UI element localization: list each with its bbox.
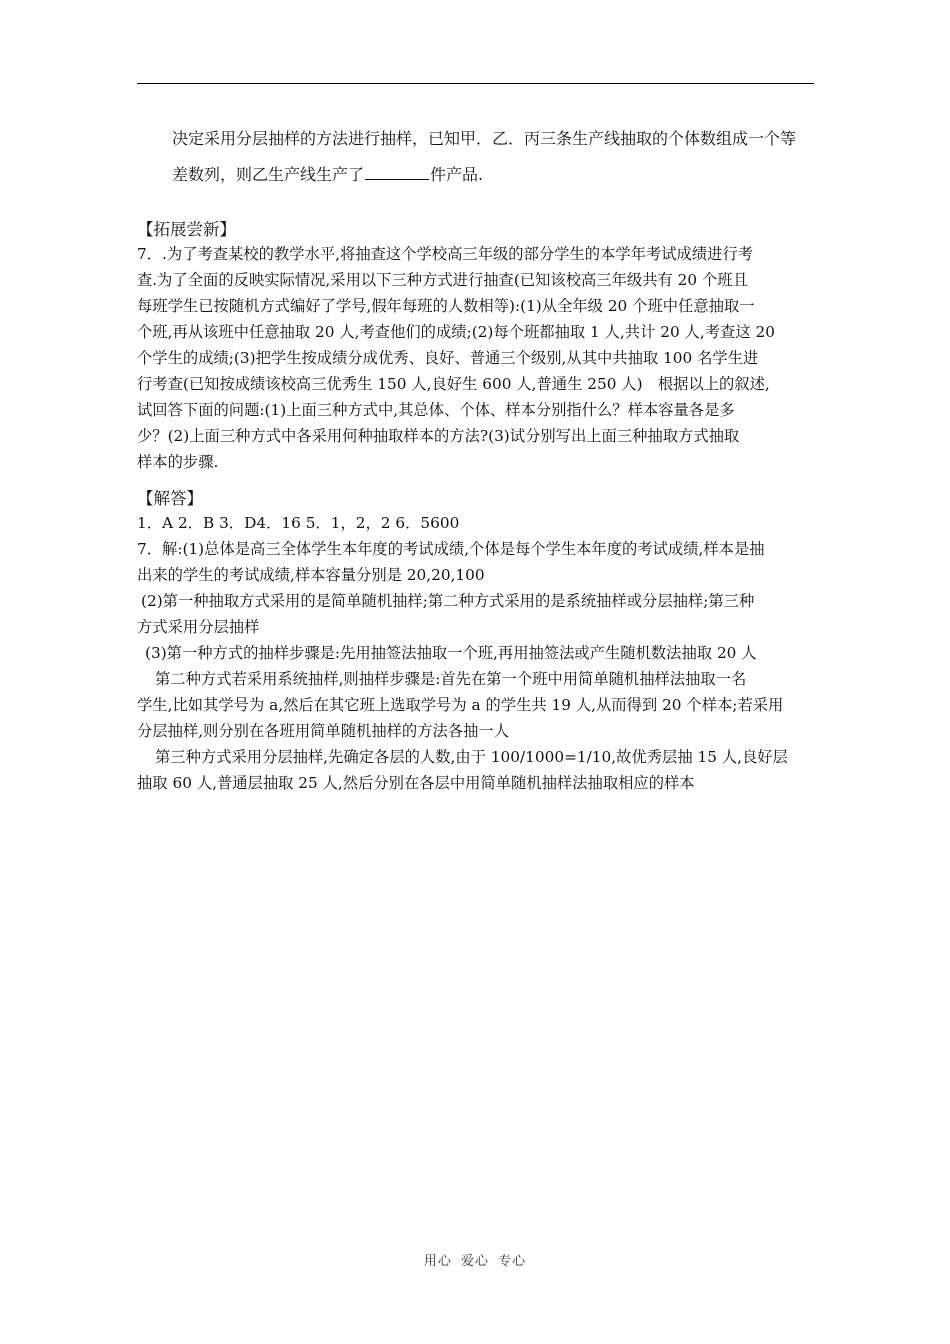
answers-line: 第二种方式若采用系统抽样,则抽样步骤是:首先在第一个班中用简单随机抽样法抽取一名 (155, 670, 747, 688)
answers-line: (2)第一种抽取方式采用的是简单随机抽样;第二种方式采用的是系统抽样或分层抽样;第三种 (141, 592, 755, 610)
answers-line: 分层抽样,则分别在各班用简单随机抽样的方法各抽一人 (137, 722, 509, 740)
extension-line: 行考查(已知按成绩该校高三优秀生 150 人,良好生 600 人,普通生 250 人) 根据以上的叙述, (137, 375, 770, 393)
footer-part: 爱心 (460, 1254, 489, 1269)
extension-line: 少？(2)上面三种方式中各采用何种抽取样本的方法?(3)试分别写出上面三种抽取方式抽取 (137, 427, 740, 445)
continuation-text-before-blank: 差数列，则乙生产线生产了 (172, 165, 365, 184)
answers-line: 出来的学生的考试成绩,样本容量分别是 20,20,100 (137, 566, 485, 584)
extension-line: 查.为了全面的反映实际情况,采用以下三种方式进行抽查(已知该校高三年级共有 20 个班且 (137, 271, 748, 289)
page-footer (0, 1250, 950, 1269)
answers-line: 第三种方式采用分层抽样,先确定各层的人数,由于 100/1000=1/10,故优秀层抽 15 人,良好层 (155, 748, 788, 766)
extension-line: 个班,再从该班中任意抽取 20 人,考查他们的成绩;(2)每个班都抽取 1 人,共计 20 人,考查这 20 (137, 323, 775, 341)
extension-line: 7．.为了考查某校的教学水平,将抽查这个学校高三年级的部分学生的本学年考试成绩进行考 (137, 245, 754, 263)
footer-part: 用心 (423, 1254, 452, 1269)
continuation-line-1: 决定采用分层抽样的方法进行抽样，已知甲．乙．丙三条生产线抽取的个体数组成一个等 (172, 129, 797, 148)
answers-line: 学生,比如其学号为 a,然后在其它班上选取学号为 a 的学生共 19 人,从而得到 20 个样本;若采用 (137, 696, 784, 714)
answers-line: 7．解:(1)总体是高三全体学生本年度的考试成绩,个体是每个学生本年度的考试成绩,样本是抽 (137, 540, 765, 558)
answers-line: (3)第一种方式的抽样步骤是:先用抽签法抽取一个班,再用抽签法或产生随机数法抽取 20 人 (145, 644, 757, 662)
extension-line: 试回答下面的问题:(1)上面三种方式中,其总体、个体、样本分别指什么？样本容量各是多 (137, 401, 735, 419)
answer-blank (365, 167, 429, 180)
header-rule (137, 83, 814, 84)
continuation-line-2 (172, 162, 483, 185)
extension-line: 样本的步骤. (137, 453, 219, 471)
answers-line: 抽取 60 人,普通层抽取 25 人,然后分别在各层中用简单随机抽样法抽取相应的样本 (137, 774, 695, 792)
extension-line: 每班学生已按随机方式编好了学号,假年每班的人数相等):(1)从全年级 20 个班中任意抽取一 (137, 297, 755, 315)
extension-line: 个学生的成绩;(3)把学生按成绩分成优秀、良好、普通三个级别,从其中共抽取 100 名学生进 (137, 349, 759, 367)
footer-part: 专心 (498, 1254, 527, 1269)
extension-heading: 【拓展尝新】 (137, 220, 236, 239)
answers-heading: 【解答】 (137, 489, 203, 508)
answers-line: 方式采用分层抽样 (137, 618, 260, 636)
continuation-text-after-blank: 件产品. (430, 165, 484, 184)
answers-line: 1．A 2．B 3．D4．16 5．1，2，2 6．5600 (137, 514, 460, 532)
